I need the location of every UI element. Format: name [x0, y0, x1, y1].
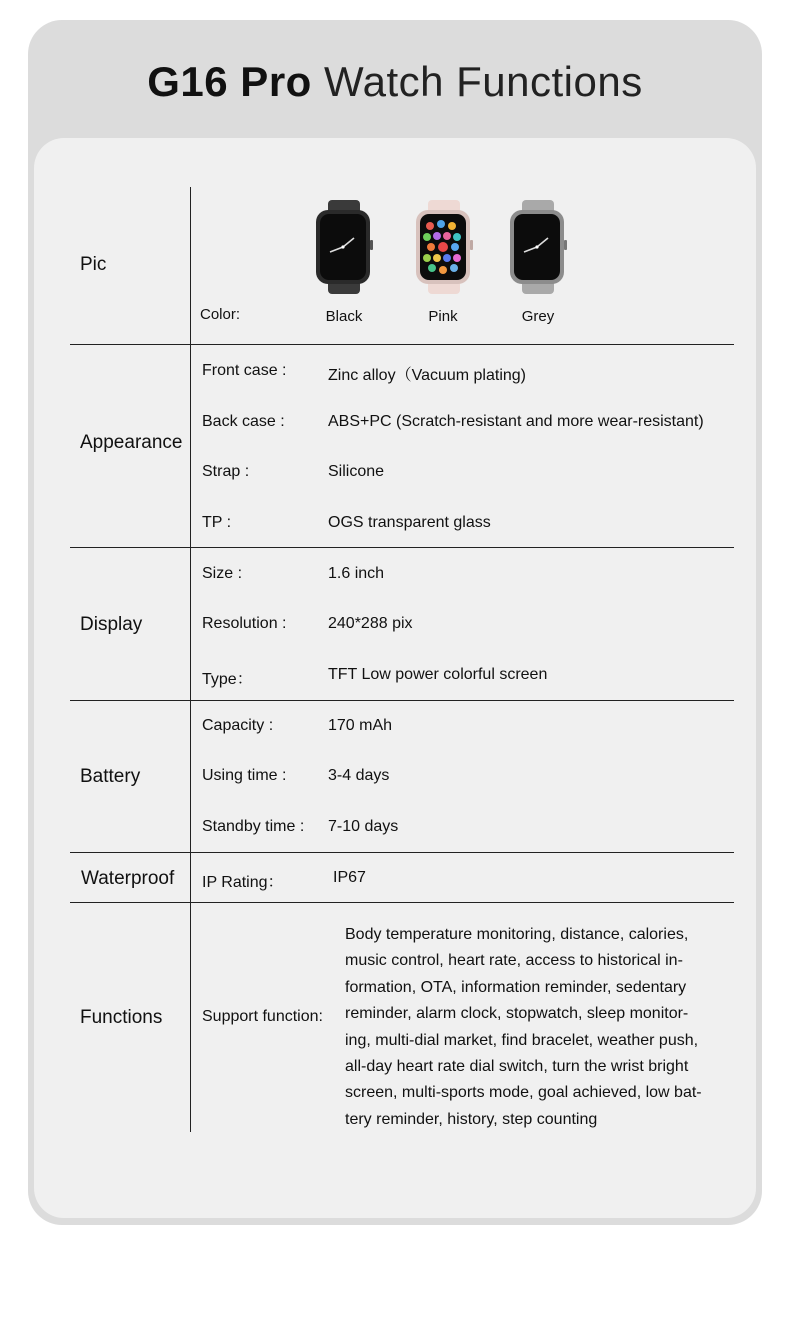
functions-list	[345, 922, 745, 1133]
spec-label: Resolution :	[202, 615, 287, 632]
row-divider	[70, 700, 734, 701]
functions-line: Body temperature monitoring, distance, calories,	[345, 926, 689, 943]
spec-label: Using time :	[202, 767, 287, 784]
spec-value: 240*288 pix	[328, 615, 413, 632]
category-functions: Functions	[80, 1007, 163, 1028]
functions-line: reminder, alarm clock, stopwatch, sleep monitor-	[345, 1005, 689, 1023]
page-title	[0, 56, 790, 108]
spec-label: Front case :	[202, 362, 287, 379]
title-rest: Watch Functions	[324, 58, 643, 105]
functions-line: all-day heart rate dial switch, turn the wrist bright	[345, 1058, 689, 1076]
color-name-grey: Grey	[521, 308, 555, 325]
spec-value: 1.6 inch	[328, 565, 385, 582]
spec-label: Standby time :	[202, 818, 305, 835]
spec-label: IP Rating：	[202, 874, 284, 891]
spec-value: TFT Low power colorful screen	[328, 666, 548, 683]
spec-value: IP67	[333, 869, 366, 886]
row-divider	[70, 344, 734, 345]
spec-label: Size :	[202, 565, 243, 582]
spec-value: 170 mAh	[328, 717, 393, 734]
spec-value: OGS transparent glass	[328, 514, 491, 531]
color-label: Color:	[200, 306, 241, 323]
title-model: G16 Pro	[147, 58, 312, 105]
spec-label: Type：	[202, 671, 253, 688]
spec-label: Support function:	[202, 1008, 323, 1025]
functions-line: formation, OTA, information reminder, sedentary	[345, 978, 687, 996]
spec-value: ABS+PC (Scratch-resistant and more wear-resistant)	[328, 413, 704, 430]
watch-grey-image	[508, 200, 568, 294]
category-waterproof: Waterproof	[81, 868, 175, 889]
functions-line: screen, multi-sports mode, goal achieved, low bat-	[345, 1084, 702, 1102]
spec-label: Capacity :	[202, 717, 274, 734]
spec-label: TP :	[202, 514, 232, 531]
functions-line: music control, heart rate, access to historical in-	[345, 952, 683, 970]
color-name-pink: Pink	[428, 308, 458, 325]
row-divider	[70, 547, 734, 548]
watch-black-image	[314, 200, 374, 294]
functions-line: ing, multi-dial market, find bracelet, weather push,	[345, 1031, 699, 1049]
category-pic: Pic	[80, 254, 107, 275]
row-divider	[70, 902, 734, 903]
column-divider	[190, 187, 191, 1132]
spec-value: 7-10 days	[328, 818, 399, 835]
color-name-black: Black	[325, 308, 363, 325]
functions-line: tery reminder, history, step counting	[345, 1110, 598, 1128]
spec-value: Silicone	[328, 463, 385, 480]
spec-value: 3-4 days	[328, 767, 390, 784]
spec-value: Zinc alloy（Vacuum plating)	[328, 367, 527, 384]
watch-pink-image	[414, 200, 474, 294]
row-divider	[70, 852, 734, 853]
category-display: Display	[80, 614, 143, 635]
spec-label: Back case :	[202, 413, 285, 430]
spec-label: Strap :	[202, 463, 250, 480]
category-appearance: Appearance	[80, 432, 183, 453]
category-battery: Battery	[80, 766, 141, 787]
